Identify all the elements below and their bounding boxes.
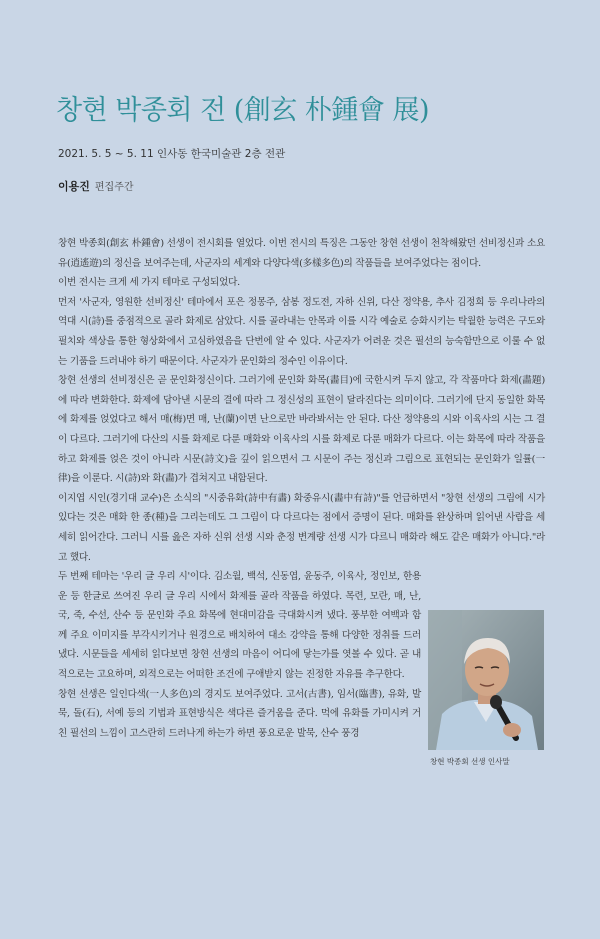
event-info: 2021. 5. 5 ~ 5. 11 인사동 한국미술관 2층 전관	[58, 148, 286, 160]
paragraph: 이번 전시는 크게 세 가지 테마로 구성되었다.	[58, 277, 240, 289]
photo-caption: 창현 박종회 선생 인사말	[430, 757, 510, 766]
paragraph: 두 번째 테마는 '우리 글 우리 시'이다. 김소월, 백석, 신동엽, 윤동주, 이육사, 정인보, 한용운 등 한글로 쓰여진 우리 글 우리 시에서 화제를 골라 작품을 하였다. 목련, 모란, 매, 난, 국, 죽, 수선, 산수 등 문인화 주요 화목에 현대미감을 극대화시켜 냈다. 풍부한 여백과 함께 주요 이미지를 부각시키거나 원경으로 배치하여 대소 강약을 통해 다양한 정취를 드러냈다. 시문들을 세세히 읽다보면 창현 선생의 마음이 어디에 닿는가를 엿볼 수 있다. 곧 내적으로는 고요하며, 외적으로는 어떠한 조건에 구애받지 않는 진정한 자유를 추구한다.	[58, 571, 421, 681]
artist-photo	[428, 610, 544, 750]
author-role: 편집주간	[94, 182, 134, 193]
author-name: 이용진	[58, 180, 90, 193]
paragraph: 창현 선생은 일인다색(一人多色)의 경지도 보여주었다. 고서(古書), 임서(臨書), 유화, 발묵, 돌(石), 서예 등의 기법과 표현방식은 색다른 즐거움을 준다. 먹에 유화를 가미시켜 거친 필선의 느낌이 고스란히 드러나게 하는가 하면 풍요로운 발묵, 산수 풍경	[58, 688, 421, 739]
paragraph: 이지엽 시인(경기대 교수)은 소식의 "시중유화(詩中有畵) 화중유시(畵中有詩)"를 언급하면서 "창현 선생의 그림에 시가 있다는 것은 매화 한 종(種)을 그리는데도 그 그림이 다 다르다는 점에서 증명이 된다. 매화를 완상하며 읽어낸 사람을 세세히 읽어간다. 그러니 시를 읊은 자하 신위 선생 시와 춘정 변계량 선생 시가 다르니 매화라 해도 같은 매화가 아니다."라고 했다.	[58, 492, 545, 563]
paragraph: 먼저 '사군자, 영원한 선비정신' 테마에서 포은 정몽주, 삼봉 정도전, 자하 신위, 다산 정약용, 추사 김정희 등 우리나라의 역대 시(詩)를 중점적으로 골라 화제로 삼았다. 시를 골라내는 안목과 이를 시각 예술로 승화시키는 탁월한 능력은 구도와 필치와 색상을 통한 형상화에서 고심하였음을 단번에 알 수 있다. 사군자가 어려운 것은 필선의 능숙함만으로 이룰 수 없는 기품을 드러내야 하기 때문이다. 사군자가 문인화의 정수인 이유이다.	[58, 296, 545, 367]
paragraph: 창현 박종회(創玄 朴鍾會) 선생이 전시회를 열었다. 이번 전시의 특징은 그동안 창현 선생이 천착해왔던 선비정신과 소요유(逍遙遊)의 정신을 보여주는데, 사군자의 세계와 다양다색(多樣多色)의 작품들을 보여주었다는 점이다.	[58, 238, 545, 269]
artist-photo-image	[428, 610, 544, 750]
paragraph: 창현 선생의 선비정신은 곧 문인화정신이다. 그러기에 문인화 화목(畵目)에 국한시켜 두지 않고, 각 작품마다 화제(畵題)에 따라 변화한다. 화제에 담아낸 시문의 결에 따라 그 정신성의 표현이 달라진다는 의미이다. 그러기에 단지 동일한 화목에 화제를 얹었다고 해서 매(梅)면 매, 난(蘭)이면 난으로만 바라봐서는 안 된다. 다산 정약용의 시와 이육사의 시는 그 결이 다르다. 그러기에 다산의 시를 화제로 다룬 매화와 이육사의 시를 화제로 다룬 매화가 다르다. 이는 화목에 따라 작품을 하고 화제를 얹은 것이 아니라 시문(詩文)을 깊이 읽으면서 그 시문이 주는 정신과 그림으로 표현되는 문인화가 일률(一律)을 이룬다. 시(詩)와 화(畵)가 겹쳐지고 내함된다.	[58, 375, 545, 485]
author-line	[58, 178, 134, 194]
article-body	[58, 234, 545, 939]
article-title: 창현 박종회 전 (創玄 朴鍾會 展)	[56, 95, 429, 126]
